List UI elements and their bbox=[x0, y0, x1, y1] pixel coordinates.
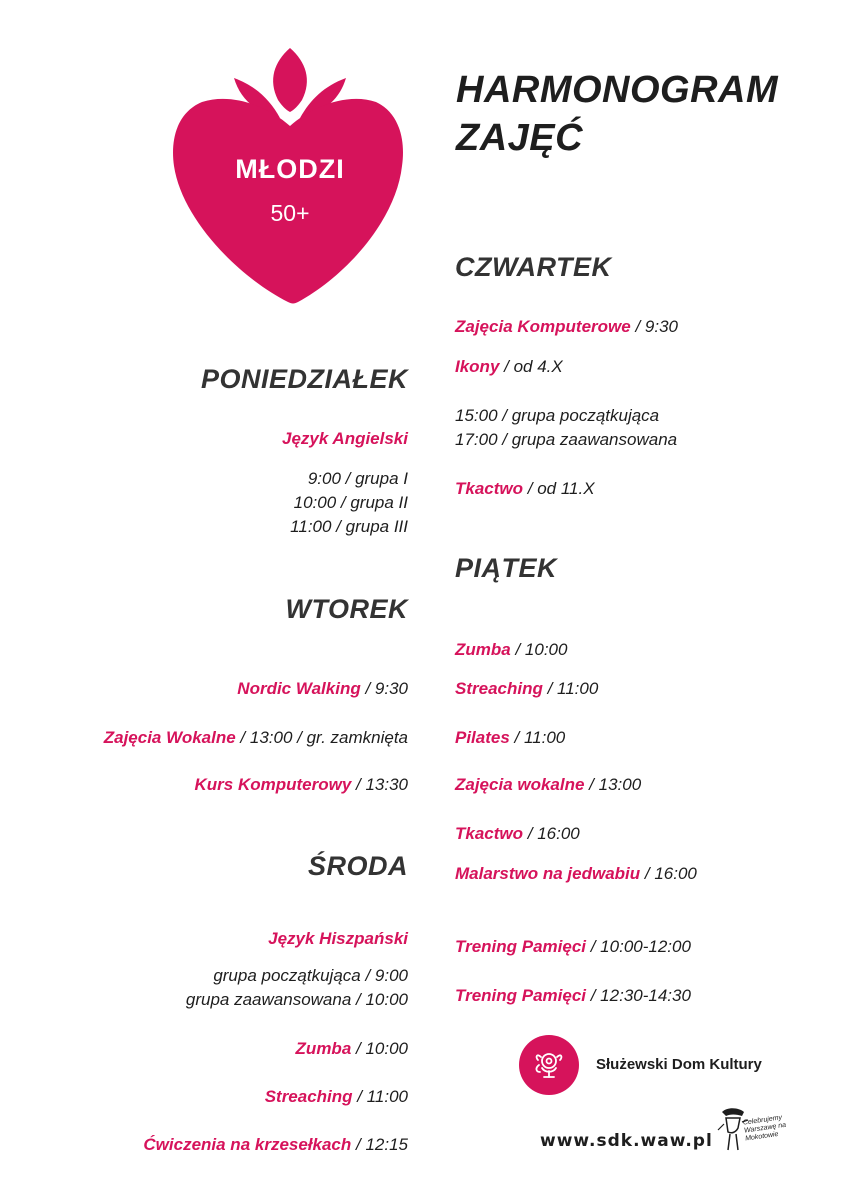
activity-name: Trening Pamięci bbox=[455, 986, 587, 1005]
title-line-1: HARMONOGRAM bbox=[456, 69, 779, 111]
wednesday-time-2: grupa zaawansowana / 10:00 bbox=[185, 990, 408, 1009]
wednesday-time-1: grupa początkująca / 9:00 bbox=[213, 966, 408, 985]
activity-name: Pilates bbox=[455, 728, 510, 747]
activity-name: Zajęcia Komputerowe bbox=[455, 317, 631, 336]
schedule-item bbox=[143, 1133, 408, 1157]
schedule-item bbox=[104, 726, 408, 750]
schedule-item bbox=[455, 638, 567, 662]
schedule-item bbox=[455, 677, 598, 701]
bird-icon bbox=[519, 1035, 579, 1095]
activity-detail: / od 11.X bbox=[523, 479, 595, 498]
activity-detail: / 9:30 bbox=[360, 679, 408, 698]
schedule-item bbox=[455, 773, 641, 797]
activity-name: Zajęcia Wokalne bbox=[103, 728, 236, 747]
badge-text: Celebrujemy Warszawę na Mokotowie bbox=[742, 1114, 787, 1143]
schedule-item bbox=[265, 1085, 408, 1109]
activity-detail: / 11:00 bbox=[542, 679, 599, 698]
activity-name: Zajęcia wokalne bbox=[455, 775, 585, 794]
activity-detail: / 12:15 bbox=[351, 1135, 408, 1154]
mlodzi-logo bbox=[170, 40, 410, 310]
activity-name: Zumba bbox=[295, 1039, 352, 1058]
activity-name: Streaching bbox=[455, 679, 543, 698]
wednesday-activity: Język Hiszpański bbox=[268, 929, 408, 948]
activity-name: Kurs Komputerowy bbox=[194, 775, 352, 794]
schedule-item bbox=[455, 862, 697, 886]
activity-detail: / 13:30 bbox=[351, 775, 408, 794]
day-heading-friday: PIĄTEK bbox=[455, 553, 558, 583]
monday-time-3: 11:00 / grupa III bbox=[290, 517, 408, 536]
logo-age: 50+ bbox=[270, 200, 310, 226]
schedule-item bbox=[455, 935, 691, 959]
schedule-item bbox=[296, 1037, 408, 1061]
activity-detail: / 9:30 bbox=[630, 317, 678, 336]
thursday-time-1: 15:00 / grupa początkująca bbox=[455, 406, 660, 425]
org-name: Służewski Dom Kultury bbox=[596, 1056, 762, 1073]
activity-name: Ćwiczenia na krzesełkach bbox=[143, 1135, 352, 1154]
activity-name: Tkactwo bbox=[455, 479, 524, 498]
activity-detail: / 11:00 bbox=[509, 728, 566, 747]
thursday-time-2: 17:00 / grupa zaawansowana bbox=[455, 430, 678, 449]
monday-time-2: 10:00 / grupa II bbox=[293, 493, 408, 512]
activity-detail: / 16:00 bbox=[523, 824, 580, 843]
day-heading-wednesday: ŚRODA bbox=[307, 851, 408, 881]
schedule-item bbox=[455, 355, 563, 379]
activity-detail: / 10:00 bbox=[351, 1039, 408, 1058]
activity-name: Ikony bbox=[455, 357, 500, 376]
day-heading-thursday: CZWARTEK bbox=[455, 252, 612, 282]
logo-name: MŁODZI bbox=[235, 154, 345, 184]
schedule-item bbox=[455, 984, 691, 1008]
activity-detail: / 11:00 bbox=[352, 1087, 408, 1106]
activity-detail: / 13:00 / gr. zamknięta bbox=[235, 728, 408, 747]
day-heading-tuesday: WTOREK bbox=[285, 594, 408, 624]
monday-activity: Język Angielski bbox=[282, 429, 408, 448]
activity-detail: / od 4.X bbox=[499, 357, 563, 376]
activity-detail: / 13:00 bbox=[584, 775, 642, 794]
schedule-item bbox=[455, 822, 580, 846]
monday-time-1: 9:00 / grupa I bbox=[307, 469, 408, 488]
activity-detail: / 10:00-12:00 bbox=[586, 937, 691, 956]
activity-detail: / 12:30-14:30 bbox=[586, 986, 691, 1005]
celebration-badge bbox=[714, 1104, 796, 1154]
activity-name: Zumba bbox=[455, 640, 511, 659]
page-title bbox=[456, 66, 778, 162]
day-heading-monday: PONIEDZIAŁEK bbox=[200, 364, 408, 394]
activity-name: Tkactwo bbox=[455, 824, 524, 843]
schedule-item bbox=[237, 677, 408, 701]
sdk-logo bbox=[519, 1035, 579, 1095]
activity-name: Nordic Walking bbox=[237, 679, 361, 698]
title-line-2: ZAJĘĆ bbox=[456, 117, 584, 159]
schedule-item bbox=[455, 315, 678, 339]
activity-detail: / 10:00 bbox=[510, 640, 568, 659]
activity-name: Trening Pamięci bbox=[455, 937, 587, 956]
activity-name: Malarstwo na jedwabiu bbox=[455, 864, 641, 883]
schedule-item bbox=[455, 477, 595, 501]
schedule-item bbox=[194, 773, 408, 797]
activity-detail: / 16:00 bbox=[640, 864, 697, 883]
activity-name: Streaching bbox=[264, 1087, 353, 1106]
schedule-item bbox=[455, 726, 565, 750]
website-link[interactable]: www.sdk.waw.pl bbox=[540, 1131, 713, 1151]
